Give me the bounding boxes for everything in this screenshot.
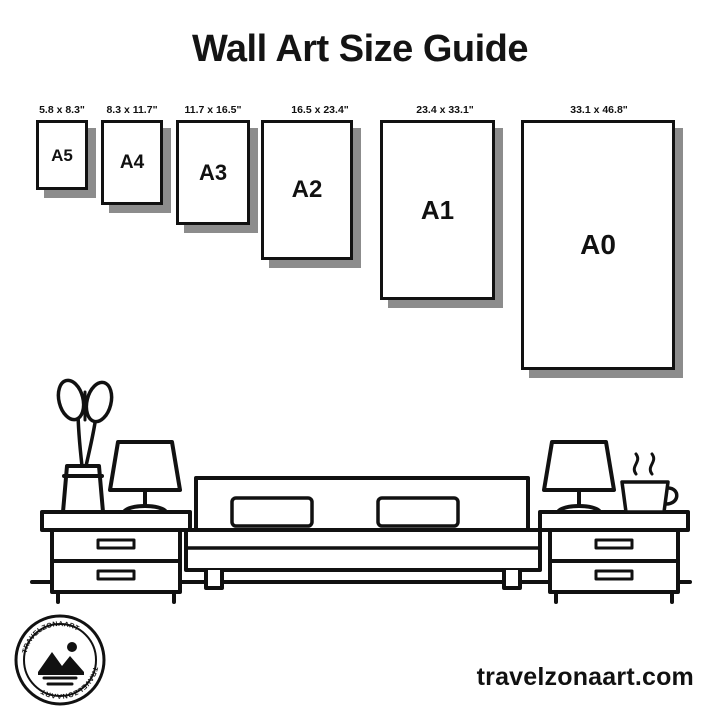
logo-outer-ring [16, 616, 104, 704]
frame-a5-label: A5 [51, 145, 73, 165]
frame-a2-box [261, 120, 353, 260]
frame-a3 [176, 104, 250, 225]
website-url: travelzonaart.com [476, 663, 694, 691]
flower-vase [55, 378, 116, 512]
frame-a2-dimensions: 16.5 x 23.4" [291, 104, 349, 116]
frame-a4 [101, 104, 163, 205]
frame-a4-label: A4 [119, 152, 145, 173]
logo-text-top: TRAVELZONAART [21, 620, 81, 655]
right-nightstand [540, 512, 688, 602]
frame-a3-label: A3 [198, 159, 228, 185]
brand-logo [14, 614, 106, 706]
frame-a0-dimensions: 33.1 x 46.8" [570, 104, 628, 116]
frame-a5 [36, 104, 88, 190]
logo-mountain-icon [38, 642, 84, 684]
bedroom-svg [0, 370, 720, 610]
bedroom-illustration [0, 370, 720, 610]
frame-a2 [261, 104, 353, 260]
frame-a5-dimensions: 5.8 x 8.3" [39, 104, 85, 116]
brand-logo-svg [14, 614, 106, 706]
left-nightstand [42, 512, 190, 602]
frame-a4-dimensions: 8.3 x 11.7" [106, 104, 158, 116]
frame-a3-box [176, 120, 250, 225]
coffee-cup [622, 454, 677, 512]
frame-a1 [380, 104, 495, 300]
left-lamp [110, 442, 180, 512]
frame-a5-box [36, 120, 88, 190]
frame-a1-label: A1 [420, 195, 455, 225]
frame-a1-box [380, 120, 495, 300]
logo-text-bottom: TRAVELZONAART [39, 665, 99, 700]
frame-a0-box [521, 120, 675, 370]
bed [186, 478, 540, 588]
size-chart [0, 100, 720, 400]
frame-a2-label: A2 [291, 176, 323, 203]
page-title: Wall Art Size Guide [191, 28, 529, 70]
frame-a1-dimensions: 23.4 x 33.1" [416, 104, 474, 116]
frame-a0 [521, 104, 675, 370]
frame-a3-dimensions: 11.7 x 16.5" [184, 104, 242, 116]
frame-a0-label: A0 [580, 229, 616, 260]
frame-a4-box [101, 120, 163, 205]
right-lamp [544, 442, 614, 512]
